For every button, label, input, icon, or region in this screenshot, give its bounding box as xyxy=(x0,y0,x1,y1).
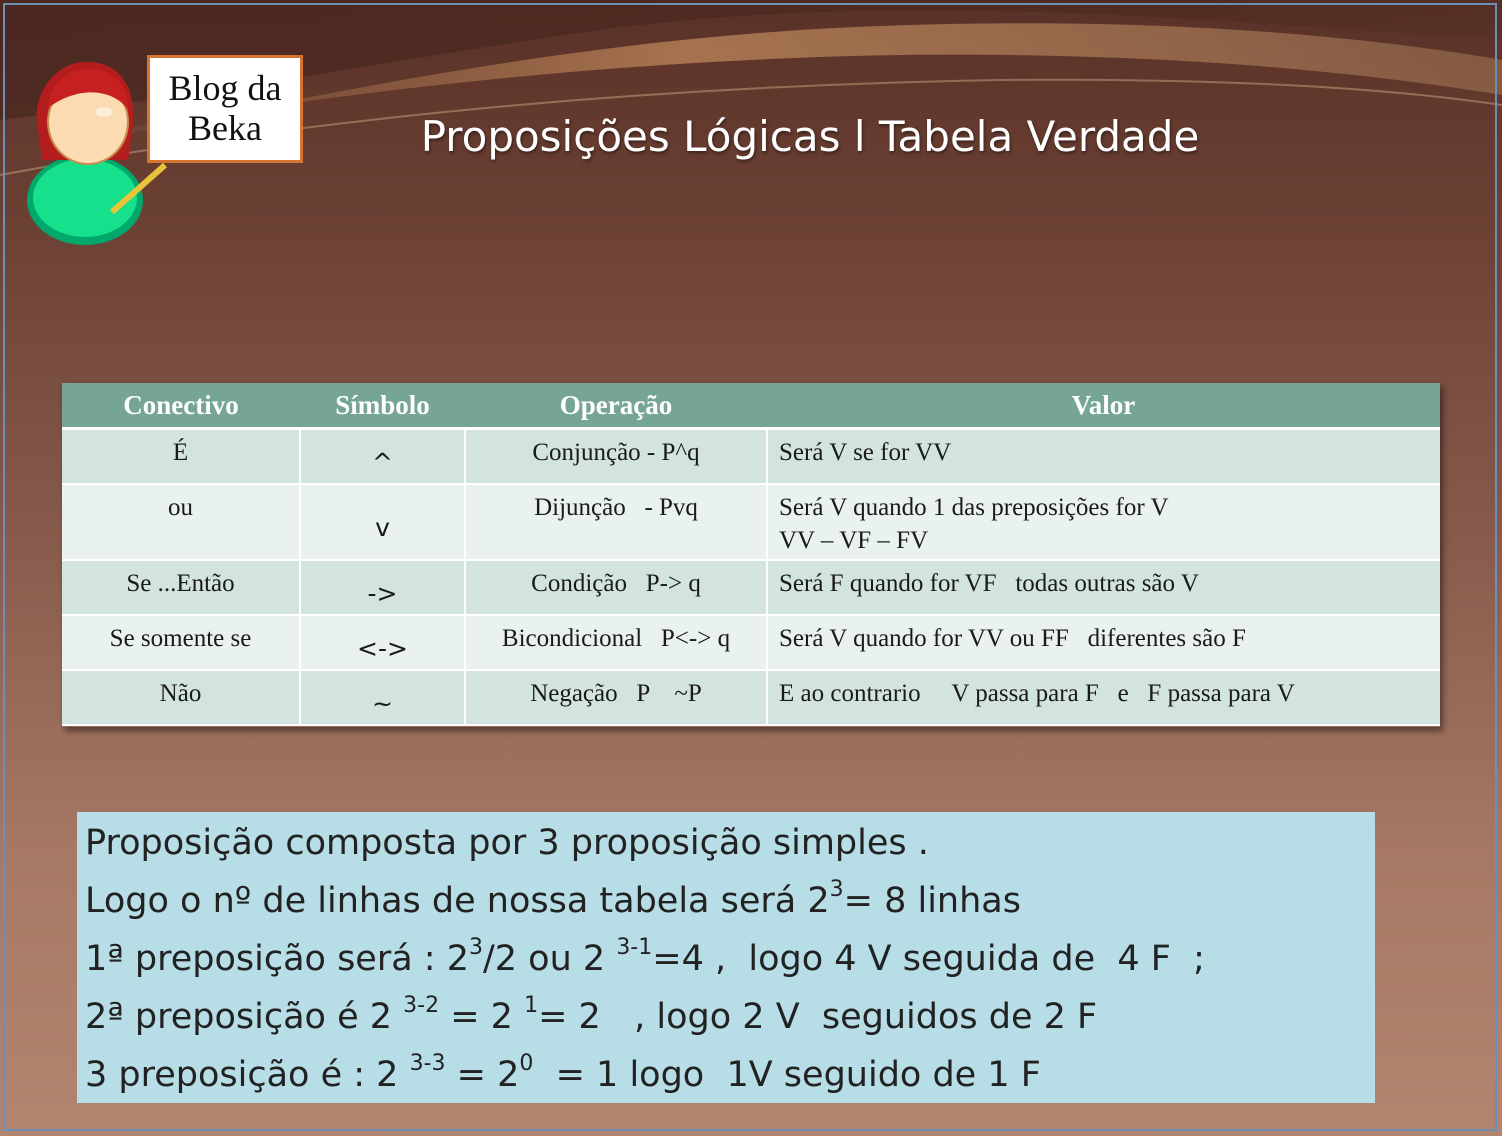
table-header-row xyxy=(62,383,1440,429)
truth-table xyxy=(62,383,1440,727)
cell-simbolo: -> xyxy=(300,560,465,615)
cell-operacao: Bicondicional P<-> q xyxy=(465,615,767,670)
note-line-3 xyxy=(85,934,1375,992)
cell-valor xyxy=(767,615,1440,670)
note-exponent: 0 xyxy=(519,1051,534,1076)
cell-simbolo: <-> xyxy=(300,615,465,670)
note-exponent: 1 xyxy=(524,993,539,1018)
cell-conectivo: ou xyxy=(62,484,300,560)
header-operacao: Operação xyxy=(465,383,767,429)
valor-line: Será F quando for VF todas outras são V xyxy=(779,569,1199,597)
cell-valor xyxy=(767,429,1440,484)
cell-valor xyxy=(767,560,1440,615)
cell-valor xyxy=(767,484,1440,560)
note-text: 2ª preposição é 2 xyxy=(85,997,404,1037)
note-text: = 2 xyxy=(445,1055,520,1095)
blog-label-line2: Beka xyxy=(188,108,262,148)
note-line-2 xyxy=(85,876,1375,934)
cell-conectivo: É xyxy=(62,429,300,484)
note-text: Logo o nº de linhas de nossa tabela será 2 xyxy=(85,881,830,921)
blog-label-line1: Blog da xyxy=(168,68,282,108)
valor-line: E ao contrario V passa para F e F passa para V xyxy=(779,679,1295,707)
note-text: 1ª preposição será : 2 xyxy=(85,939,469,979)
valor-line: Será V se for VV xyxy=(779,439,952,466)
valor-line: Será V quando for VV ou FF diferentes são F xyxy=(779,624,1246,652)
explanation-box xyxy=(77,812,1375,1103)
table-row xyxy=(62,429,1440,484)
cell-operacao: Condição P-> q xyxy=(465,560,767,615)
note-exponent: 3-3 xyxy=(409,1051,446,1076)
table-row xyxy=(62,615,1440,670)
note-text: =4 , logo 4 V seguida de 4 F ; xyxy=(652,939,1205,979)
header-valor: Valor xyxy=(767,383,1440,429)
header-conectivo: Conectivo xyxy=(62,383,300,429)
page-title: Proposições Lógicas l Tabela Verdade xyxy=(420,112,1200,161)
cell-simbolo: v xyxy=(300,484,465,560)
note-line-4 xyxy=(85,992,1375,1050)
cell-operacao: Negação P ~P xyxy=(465,670,767,725)
cell-operacao: Conjunção - P^q xyxy=(465,429,767,484)
note-exponent: 3-1 xyxy=(616,935,653,960)
note-exponent: 3 xyxy=(829,877,844,902)
cell-operacao: Dijunção - Pvq xyxy=(465,484,767,560)
blog-label-box xyxy=(147,55,303,163)
cell-conectivo: Não xyxy=(62,670,300,725)
table-row xyxy=(62,560,1440,615)
note-text: = 2 , logo 2 V seguidos de 2 F xyxy=(538,997,1098,1037)
note-text: 3 preposição é : 2 xyxy=(85,1055,410,1095)
note-text: = 1 logo 1V seguido de 1 F xyxy=(533,1055,1041,1095)
cell-simbolo: ~ xyxy=(300,670,465,725)
table-row xyxy=(62,670,1440,725)
note-line-5 xyxy=(85,1050,1375,1108)
note-exponent: 3 xyxy=(469,935,483,960)
valor-line: Será V quando 1 das preposições for V xyxy=(779,493,1169,521)
cell-simbolo: ^ xyxy=(300,429,465,484)
note-text: /2 ou 2 xyxy=(483,939,617,979)
note-text: = 8 linhas xyxy=(843,881,1021,921)
cell-conectivo: Se somente se xyxy=(62,615,300,670)
note-line-1 xyxy=(85,818,1375,876)
note-exponent: 3-2 xyxy=(403,993,440,1018)
note-text: = 2 xyxy=(439,997,525,1037)
table-row xyxy=(62,484,1440,560)
cell-conectivo: Se ...Então xyxy=(62,560,300,615)
note-text: Proposição composta por 3 proposição simples . xyxy=(85,823,929,863)
cell-valor xyxy=(767,670,1440,725)
connectives-table xyxy=(62,383,1440,726)
valor-line: VV – VF – FV xyxy=(779,526,929,554)
header-simbolo: Símbolo xyxy=(300,383,465,429)
